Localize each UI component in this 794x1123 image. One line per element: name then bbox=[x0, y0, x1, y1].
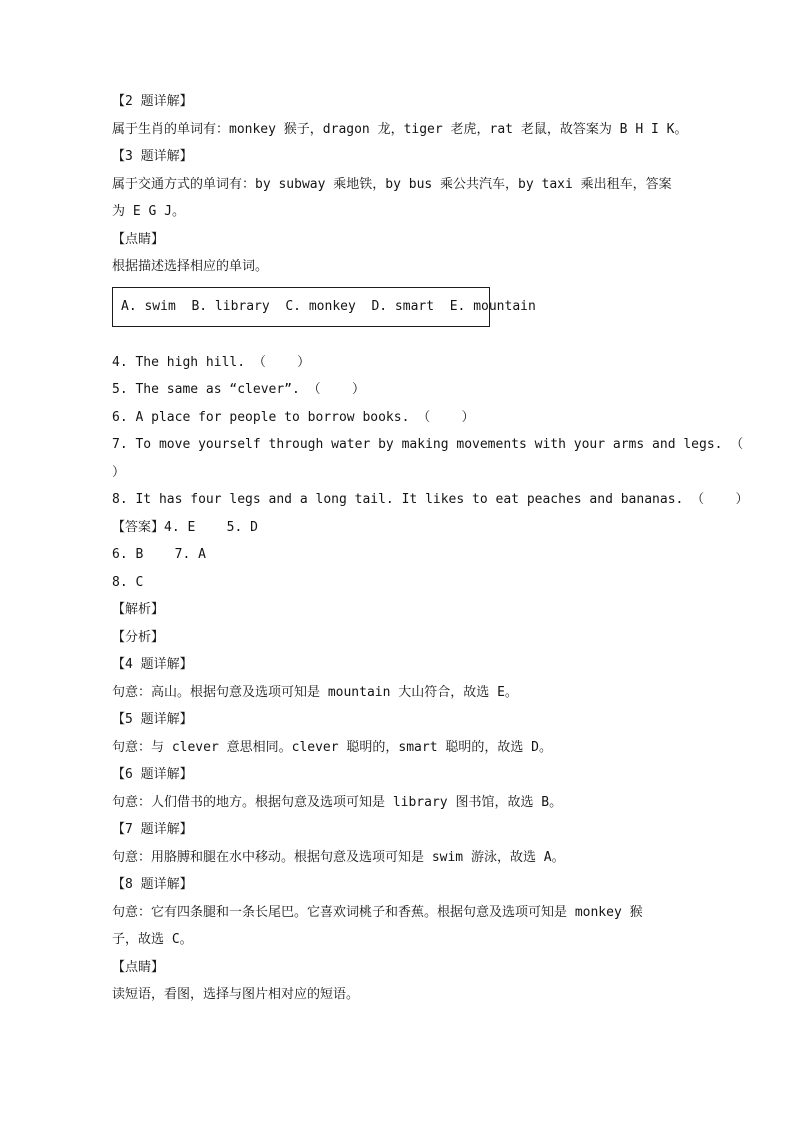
answers-line-3: 8. C bbox=[112, 574, 144, 590]
heading-detail-q7: 【7 题详解】 bbox=[112, 822, 193, 837]
heading-detail-q8: 【8 题详解】 bbox=[112, 877, 193, 892]
heading-detail-q6: 【6 题详解】 bbox=[112, 767, 193, 782]
heading-detail-q4: 【4 题详解】 bbox=[112, 657, 193, 672]
text-q4-explanation: 句意：高山。根据句意及选项可知是 mountain 大山符合，故选 E。 bbox=[112, 684, 518, 700]
text-q6-explanation: 句意：人们借书的地方。根据句意及选项可知是 library 图书馆，故选 B。 bbox=[112, 794, 563, 810]
text-q5-explanation: 句意：与 clever 意思相同。clever 聪明的，smart 聪明的，故选 D。 bbox=[112, 739, 553, 755]
text-q3-explanation-line1: 属于交通方式的单词有：by subway 乘地铁，by bus 乘公共汽车，by taxi 乘出租车，答案 bbox=[112, 176, 672, 192]
text-q3-explanation-line2: 为 E G J。 bbox=[112, 204, 185, 219]
heading-detail-q3: 【3 题详解】 bbox=[112, 149, 193, 164]
heading-analysis: 【解析】 bbox=[112, 602, 165, 617]
heading-tips-2: 【点睛】 bbox=[112, 959, 165, 975]
heading-detail-q5: 【5 题详解】 bbox=[112, 712, 193, 727]
question-7-line1: 7. To move yourself through water by making movements with your arms and legs. （ bbox=[112, 437, 744, 452]
question-8: 8. It has four legs and a long tail. It likes to eat peaches and bananas. （ ） bbox=[112, 492, 749, 507]
question-6: 6. A place for people to borrow books. （ ） bbox=[112, 409, 475, 425]
heading-overview: 【分析】 bbox=[112, 629, 165, 645]
text-q8-explanation-line2: 子，故选 C。 bbox=[112, 932, 193, 947]
word-bank-box bbox=[112, 287, 536, 327]
text-q2-explanation: 属于生肖的单词有：monkey 猴子，dragon 龙，tiger 老虎，rat 老鼠，故答案为 B H I K。 bbox=[112, 121, 688, 137]
text-q8-explanation-line1: 句意：它有四条腿和一条长尾巴。它喜欢词桃子和香蕉。根据句意及选项可知是 monkey 猴 bbox=[112, 904, 643, 920]
word-bank-options: A. swim B. library C. monkey D. smart E. mountain bbox=[121, 298, 536, 314]
text-q7-explanation: 句意：用胳膊和腿在水中移动。根据句意及选项可知是 swim 游泳，故选 A。 bbox=[112, 849, 565, 865]
heading-tips-1: 【点睛】 bbox=[112, 231, 165, 247]
question-5: 5. The same as “clever”. （ ） bbox=[112, 382, 365, 397]
question-4: 4. The high hill. （ ） bbox=[112, 354, 311, 370]
text-tips-2: 读短语，看图，选择与图片相对应的短语。 bbox=[112, 987, 360, 1002]
question-7-line2: ） bbox=[112, 464, 126, 480]
answers-line-2: 6. B 7. A bbox=[112, 547, 206, 562]
text-tips-1: 根据描述选择相应的单词。 bbox=[112, 259, 269, 274]
answers-line-1: 【答案】4. E 5. D bbox=[112, 519, 258, 535]
heading-detail-q2: 【2 题详解】 bbox=[112, 94, 193, 109]
